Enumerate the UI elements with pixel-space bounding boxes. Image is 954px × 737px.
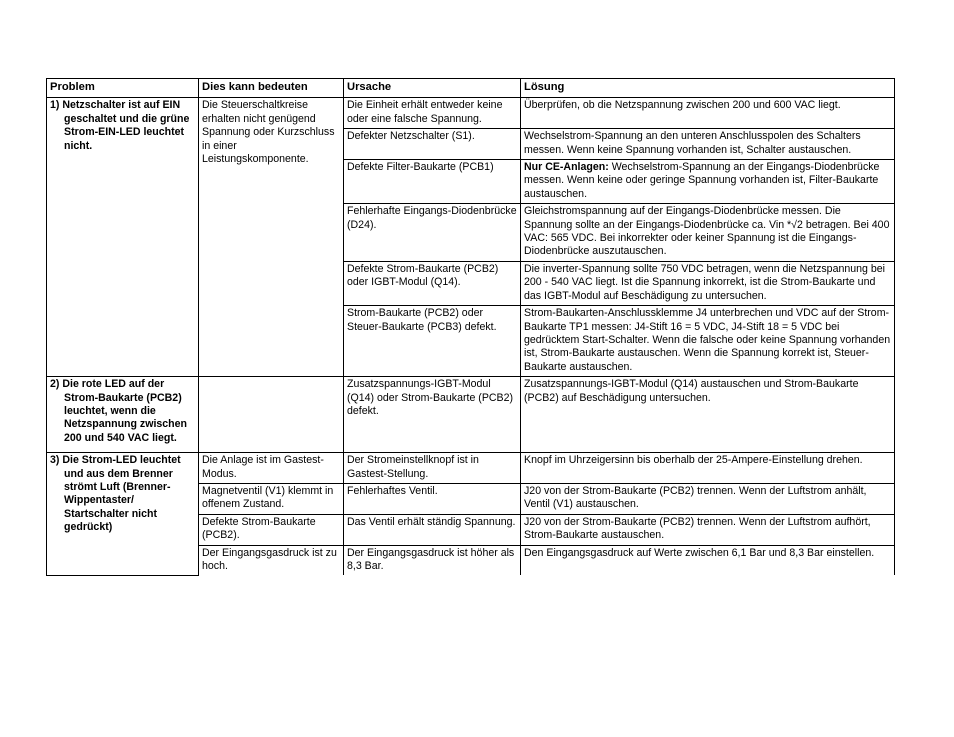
cause-cell: Strom-Baukarte (PCB2) oder Steuer-Baukarte (PCB3) defekt. [344,306,521,377]
problem-cell [47,377,199,453]
cause-cell: Fehlerhafte Eingangs-Diodenbrücke (D24). [344,204,521,262]
problem-text: 3) Die Strom-LED leuchtet und aus dem Brenner strömt Luft (Brenner-Wippentaster/ Startschalter nicht gedrückt) [50,454,181,534]
solution-cell: Wechselstrom-Spannung an den unteren Anschlusspolen des Schalters messen. Wenn keine Spannung vorhanden ist, Schalter austauschen. [521,129,895,160]
cause-cell: Der Stromeinstellknopf ist in Gastest-Stellung. [344,453,521,484]
solution-cell [521,160,895,204]
problem-cell [47,453,199,576]
solution-lead: Nur CE-Anlagen: [524,161,609,174]
cause-cell: Der Eingangsgasdruck ist höher als 8,3 Bar. [344,545,521,575]
problem-text: 2) Die rote LED auf der Strom-Baukarte (PCB2) leuchtet, wenn die Netzspannung zwischen 200 und 540 VAC liegt. [50,378,188,444]
header-meaning: Dies kann bedeuten [199,79,344,98]
meaning-cell [199,377,344,453]
meaning-cell: Die Steuerschaltkreise erhalten nicht genügend Spannung oder Kurzschluss in einer Leistungskomponente. [199,98,344,377]
solution-cell: Strom-Baukarten-Anschlussklemme J4 unterbrechen und VDC auf der Strom-Baukarte TP1 messen: J4-Stift 16 = 5 VDC, J4-Stift 18 = 5 VDC bei gedrücktem Start-Schalter. Wenn die falsche oder keine Spannung vorhanden ist, Strom-Baukarte austauschen. Wenn die Spannung korrekt ist, Steuer-Baukarte austauschen. [521,306,895,377]
table-row [47,377,895,453]
header-row [47,79,895,98]
header-problem: Problem [47,79,199,98]
solution-cell: Gleichstromspannung auf der Eingangs-Diodenbrücke messen. Die Spannung sollte an der Eingangs-Diodenbrücke ca. Vin *√2 betragen. Bei 400 VAC: 565 VDC. Bei inkorrekter oder keiner Spannung ist die Eingangs-Diodenbrücke auszutauschen. [521,204,895,262]
meaning-cell: Magnetventil (V1) klemmt in offenem Zustand. [199,483,344,514]
cause-cell: Defekte Strom-Baukarte (PCB2) oder IGBT-Modul (Q14). [344,261,521,305]
meaning-cell: Defekte Strom-Baukarte (PCB2). [199,514,344,545]
table-row [47,98,895,129]
solution-text: Wechselstrom-Spannung an der Eingangs-Diodenbrücke messen. Wenn keine oder geringe Spannung vorhanden ist, Filter-Baukarte austauschen. [524,161,880,200]
cause-cell: Das Ventil erhält ständig Spannung. [344,514,521,545]
solution-cell: Knopf im Uhrzeigersinn bis oberhalb der 25-Ampere-Einstellung drehen. [521,453,895,484]
cause-cell: Defekte Filter-Baukarte (PCB1) [344,160,521,204]
cause-cell: Die Einheit erhält entweder keine oder eine falsche Spannung. [344,98,521,129]
header-solution: Lösung [521,79,895,98]
cause-cell: Zusatzspannungs-IGBT-Modul (Q14) oder Strom-Baukarte (PCB2) defekt. [344,377,521,453]
header-cause: Ursache [344,79,521,98]
solution-cell: Den Eingangsgasdruck auf Werte zwischen 6,1 Bar und 8,3 Bar einstellen. [521,545,895,575]
solution-cell: J20 von der Strom-Baukarte (PCB2) trennen. Wenn der Luftstrom anhält, Ventil (V1) austauschen. [521,483,895,514]
cause-cell: Defekter Netzschalter (S1). [344,129,521,160]
meaning-cell: Die Anlage ist im Gastest-Modus. [199,453,344,484]
troubleshooting-table [46,78,895,576]
solution-cell: Die inverter-Spannung sollte 750 VDC betragen, wenn die Netzspannung bei 200 - 540 VAC liegt. Ist die Spannung inkorrekt, ist die Strom-Baukarte und das IGBT-Modul auf Beschädigung zu untersuchen. [521,261,895,305]
solution-cell: J20 von der Strom-Baukarte (PCB2) trennen. Wenn der Luftstrom aufhört, Strom-Baukarte austauschen. [521,514,895,545]
cause-cell: Fehlerhaftes Ventil. [344,483,521,514]
meaning-cell: Der Eingangsgasdruck ist zu hoch. [199,545,344,575]
solution-cell: Zusatzspannungs-IGBT-Modul (Q14) austauschen und Strom-Baukarte (PCB2) auf Beschädigung untersuchen. [521,377,895,453]
problem-text: 1) Netzschalter ist auf EIN geschaltet und die grüne Strom-EIN-LED leuchtet nicht. [50,99,190,152]
problem-cell [47,98,199,377]
table-row [47,453,895,484]
solution-cell: Überprüfen, ob die Netzspannung zwischen 200 und 600 VAC liegt. [521,98,895,129]
